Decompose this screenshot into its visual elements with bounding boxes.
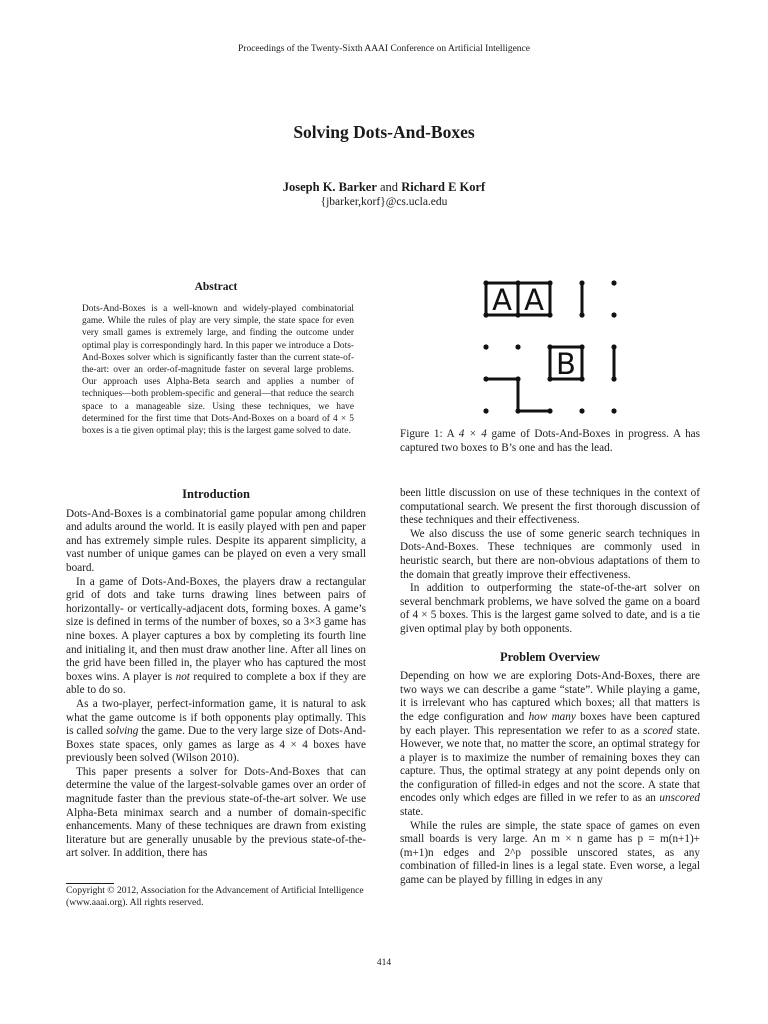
grid-dot: [611, 280, 616, 285]
paragraph: Dots-And-Boxes is a combinatorial game popular among children and adults around the world. It is easily played with pen and paper and has extremely simple rules. Despite its apparent simplicity, a vast number of unique games can be played on even a very small board.: [66, 507, 366, 574]
section-heading: Introduction: [182, 487, 250, 501]
text-run: state.: [400, 806, 424, 819]
paragraph: In addition to outperforming the state-of-the-art solver on several benchmark problems, we have solved the game on a board of 4 × 5 boxes. This is the largest game solved to date, and is a tie given optimal play by both opponents.: [400, 582, 700, 635]
proceedings-header: Proceedings of the Twenty-Sixth AAAI Conference on Artificial Intelligence: [238, 44, 530, 54]
author-name: Joseph K. Barker: [282, 180, 377, 194]
emphasis: not: [175, 670, 190, 683]
paragraph: While the rules are simple, the state space of games on even small boards is very large. An m × n game has p = m(n+1)+(m+1)n edges and 2^p possible unscored states, as any combination of filled-in lines is a legal state. Even worse, a legal game can be played by filling in edges in any: [400, 819, 700, 887]
text-run: game of Dots-And-Boxes in progress. A has captured two boxes to B’s one and has the lead.: [400, 428, 701, 454]
grid-dot: [483, 408, 488, 413]
emphasis: scored: [643, 724, 673, 737]
footnote-rule: [66, 883, 114, 884]
emphasis: unscored: [659, 792, 701, 805]
dots-and-boxes-figure: [478, 275, 624, 420]
author-email: {jbarker,korf}@cs.ucla.edu: [320, 196, 448, 208]
author-conjunction: and: [380, 180, 399, 194]
paper-title: Solving Dots-And-Boxes: [293, 122, 475, 142]
section-heading: Problem Overview: [499, 649, 601, 664]
grid-dot: [579, 408, 584, 413]
author-name: Richard E Korf: [401, 180, 486, 194]
text-run: In a game of Dots-And-Boxes, the players draw a rectangular grid of dots and take turns drawing lines between pairs of horizontally- or vertically-adjacent dots, forming boxes. A game’s size is defined in terms of the number of boxes, so a 3×3 game has nine boxes. A player captures a box by completing its fourth line and initialing it, and then must draw another line. After all lines on the grid have been filled in, the player who has captured the most boxes wins. A player is: [66, 575, 366, 683]
text-run: boxes have been captured by each player. This representation we refer to as a: [400, 710, 701, 737]
grid-dot: [483, 344, 488, 349]
text-run: As a two-player, perfect-information game, it is natural to ask what the game outcome is if both opponents play optimally. This is called: [66, 697, 366, 738]
grid-dot: [611, 408, 616, 413]
box-owner-label: A: [492, 283, 512, 317]
emphasis: how many: [528, 710, 576, 723]
right-column: [400, 487, 700, 888]
math-inline: 4 × 4: [458, 428, 487, 440]
figure-caption: [400, 428, 700, 455]
text-run: required to complete a box if they are able to do so.: [66, 670, 367, 697]
abstract-heading: Abstract: [194, 281, 238, 293]
copyright-footnote: Copyright © 2012, Association for the Advancement of Artificial Intelligence (www.aaai.org). All rights reserved.: [66, 885, 364, 908]
emphasis: solving: [106, 725, 139, 738]
paragraph: [400, 670, 700, 820]
box-owner-label: B: [556, 347, 576, 381]
paragraph: [66, 576, 366, 698]
introduction-section: [66, 488, 366, 861]
grid-dot: [515, 344, 520, 349]
text-run: state. However, we note that, no matter the score, an optimal strategy for a player is to maximize the number of remaining boxes they can capture. Thus, the optimal strategy at any point depends only on the configuration of filled-in edges and not the score. A state that encodes only which edges are filled in we refer to as an: [400, 724, 701, 805]
page-number: 414: [376, 958, 392, 968]
text-run: Depending on how we are exploring Dots-And-Boxes, there are two ways we can describe a game “state”. While playing a game, it is irrelevant who has captured which boxes; all that matters is the edge configuration and: [400, 670, 700, 723]
paragraph: [66, 698, 366, 766]
text-run: Figure 1: A: [400, 428, 455, 440]
box-owner-label: A: [524, 283, 544, 317]
abstract-text: Dots-And-Boxes is a well-known and widely-played combinatorial game. While the rules of play are very simple, the state space for even very small games is extremely large, and finding the outcome under optimal play is correspondingly hard. In this paper we introduce a Dots-And-Boxes solver which is significantly faster than the current state-of-the-art: over an order-of-magnitude faster on several large problems. Our approach uses Alpha-Beta search and applies a number of techniques—both problem-specific and general—that reduce the search space to a manageable size. Using these techniques, we have determined for the first time that Dots-And-Boxes on a board of 4 × 5 boxes is a tie given optimal play; this is the largest game solved to date.: [82, 304, 354, 437]
text-run: the game. Due to the very large size of Dots-And-Boxes state spaces, only games as large as 4 × 4 boxes have previously been solved (Wilson 2010).: [66, 725, 367, 765]
grid-dot: [611, 312, 616, 317]
paragraph: This paper presents a solver for Dots-And-Boxes that can determine the value of the largest-solvable games over an order of magnitude faster than the previous state-of-the-art solver. We use Alpha-Beta minimax search and a number of domain-specific enhancements. Many of these techniques are drawn from existing literature but are generally unusable by the previous state-of-the-art solver. In addition, there has: [66, 765, 366, 860]
paragraph: been little discussion on use of these techniques in the context of computational search. We present the first thorough discussion of these techniques and their effectiveness.: [400, 487, 700, 527]
author-line: [0, 180, 768, 195]
paragraph: We also discuss the use of some generic search techniques in Dots-And-Boxes. These techniques are commonly used in heuristic search, but there are non-obvious adaptations of them to the domain that greatly improve their effectiveness.: [400, 527, 700, 581]
